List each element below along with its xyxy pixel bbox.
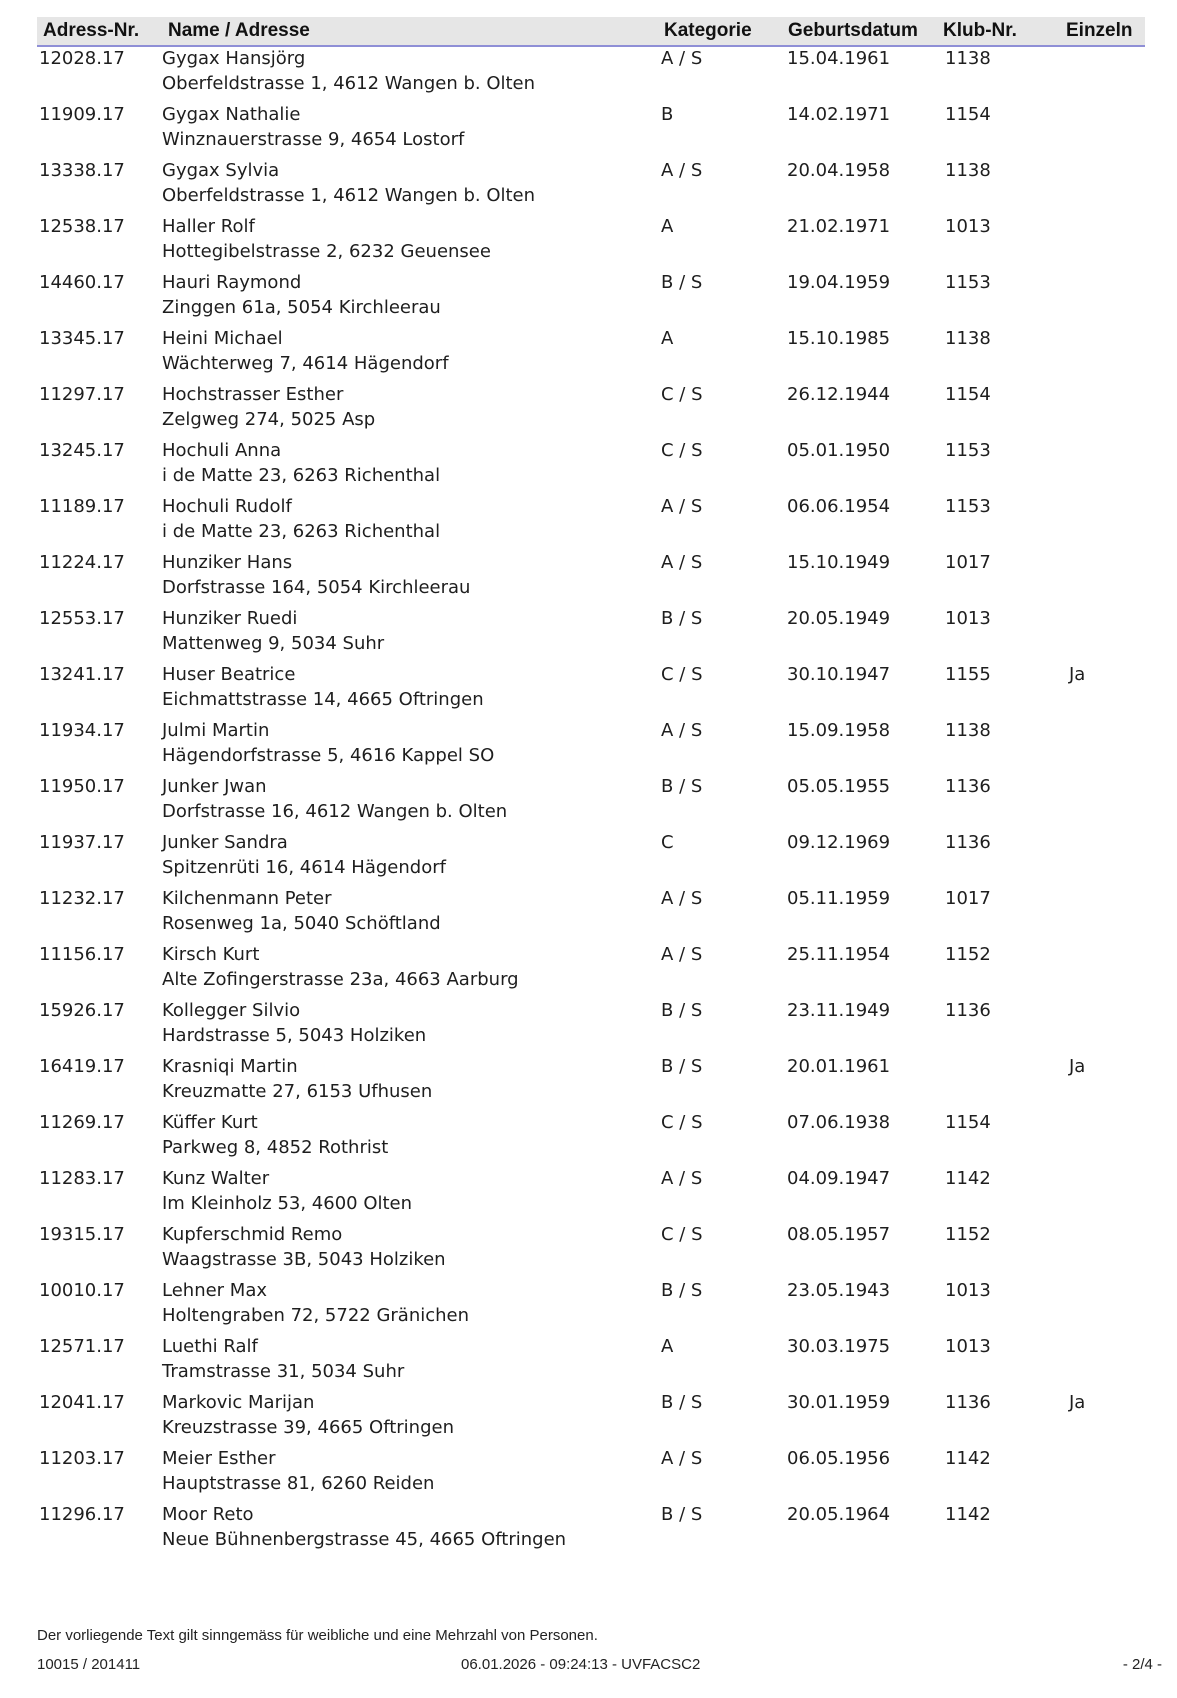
club-number: 1154 xyxy=(945,384,991,405)
table-row xyxy=(0,1224,1177,1280)
category: B / S xyxy=(661,1056,703,1077)
single-flag: Ja xyxy=(1069,1392,1086,1413)
person-address: Zelgweg 274, 5025 Asp xyxy=(162,409,376,430)
birth-date: 19.04.1959 xyxy=(787,272,891,293)
person-address: Hottegibelstrasse 2, 6232 Geuensee xyxy=(162,241,491,262)
person-address: Eichmattstrasse 14, 4665 Oftringen xyxy=(162,689,484,710)
category: C / S xyxy=(661,664,703,685)
category: C xyxy=(661,832,674,853)
category: A xyxy=(661,216,674,237)
person-name: Moor Reto xyxy=(162,1504,254,1525)
birth-date: 23.05.1943 xyxy=(787,1280,891,1301)
category: B / S xyxy=(661,1392,703,1413)
club-number: 1153 xyxy=(945,440,991,461)
category: B / S xyxy=(661,1000,703,1021)
category: A / S xyxy=(661,552,703,573)
person-address: Oberfeldstrasse 1, 4612 Wangen b. Olten xyxy=(162,73,536,94)
birth-date: 06.06.1954 xyxy=(787,496,891,517)
birth-date: 20.05.1949 xyxy=(787,608,891,629)
table-row xyxy=(0,440,1177,496)
address-number: 11283.17 xyxy=(39,1168,125,1189)
category: C / S xyxy=(661,1112,703,1133)
address-number: 12571.17 xyxy=(39,1336,125,1357)
category: A / S xyxy=(661,944,703,965)
address-number: 11269.17 xyxy=(39,1112,125,1133)
person-name: Gygax Nathalie xyxy=(162,104,301,125)
birth-date: 20.05.1964 xyxy=(787,1504,891,1525)
club-number: 1153 xyxy=(945,496,991,517)
table-row xyxy=(0,608,1177,664)
category: C / S xyxy=(661,384,703,405)
person-address: Hägendorfstrasse 5, 4616 Kappel SO xyxy=(162,745,495,766)
birth-date: 07.06.1938 xyxy=(787,1112,891,1133)
category: A / S xyxy=(661,1168,703,1189)
person-name: Hochuli Anna xyxy=(162,440,282,461)
address-number: 13345.17 xyxy=(39,328,125,349)
person-address: i de Matte 23, 6263 Richenthal xyxy=(162,521,441,542)
category: A / S xyxy=(661,888,703,909)
person-name: Huser Beatrice xyxy=(162,664,296,685)
person-name: Kollegger Silvio xyxy=(162,1000,301,1021)
table-row xyxy=(0,944,1177,1000)
category: B / S xyxy=(661,272,703,293)
person-address: Alte Zofingerstrasse 23a, 4663 Aarburg xyxy=(162,969,519,990)
table-row xyxy=(0,664,1177,720)
person-address: Zinggen 61a, 5054 Kirchleerau xyxy=(162,297,441,318)
header-adress-nr: Adress-Nr. xyxy=(43,20,140,41)
person-name: Kilchenmann Peter xyxy=(162,888,332,909)
address-number: 11937.17 xyxy=(39,832,125,853)
document-id: 10015 / 201411 xyxy=(37,1656,141,1673)
birth-date: 20.01.1961 xyxy=(787,1056,891,1077)
club-number: 1152 xyxy=(945,944,991,965)
category: B / S xyxy=(661,1280,703,1301)
member-list xyxy=(0,48,1177,1560)
table-row xyxy=(0,1336,1177,1392)
birth-date: 23.11.1949 xyxy=(787,1000,891,1021)
club-number: 1154 xyxy=(945,1112,991,1133)
table-header xyxy=(37,17,1145,47)
club-number: 1013 xyxy=(945,216,991,237)
birth-date: 25.11.1954 xyxy=(787,944,891,965)
header-geburtsdatum: Geburtsdatum xyxy=(788,20,918,41)
address-number: 13245.17 xyxy=(39,440,125,461)
club-number: 1142 xyxy=(945,1168,991,1189)
print-timestamp: 06.01.2026 - 09:24:13 - UVFACSC2 xyxy=(461,1656,701,1673)
birth-date: 05.01.1950 xyxy=(787,440,891,461)
club-number: 1138 xyxy=(945,48,991,69)
table-row xyxy=(0,160,1177,216)
person-name: Hunziker Ruedi xyxy=(162,608,298,629)
address-number: 13241.17 xyxy=(39,664,125,685)
category: C / S xyxy=(661,440,703,461)
person-address: Waagstrasse 3B, 5043 Holziken xyxy=(162,1249,446,1270)
club-number: 1152 xyxy=(945,1224,991,1245)
table-row xyxy=(0,1392,1177,1448)
person-address: Winznauerstrasse 9, 4654 Lostorf xyxy=(162,129,465,150)
header-klub-nr: Klub-Nr. xyxy=(943,20,1017,41)
address-number: 19315.17 xyxy=(39,1224,125,1245)
person-address: Parkweg 8, 4852 Rothrist xyxy=(162,1137,389,1158)
person-name: Haller Rolf xyxy=(162,216,255,237)
page-number: - 2/4 - xyxy=(1122,1656,1162,1673)
person-name: Hochstrasser Esther xyxy=(162,384,344,405)
birth-date: 20.04.1958 xyxy=(787,160,891,181)
person-address: Neue Bühnenbergstrasse 45, 4665 Oftringen xyxy=(162,1529,567,1550)
category: A xyxy=(661,1336,674,1357)
club-number: 1017 xyxy=(945,888,991,909)
club-number: 1155 xyxy=(945,664,991,685)
address-number: 12538.17 xyxy=(39,216,125,237)
address-number: 12553.17 xyxy=(39,608,125,629)
person-address: Oberfeldstrasse 1, 4612 Wangen b. Olten xyxy=(162,185,536,206)
footer-note: Der vorliegende Text gilt sinngemäss für weibliche und eine Mehrzahl von Personen. xyxy=(37,1627,598,1644)
address-number: 11934.17 xyxy=(39,720,125,741)
birth-date: 30.03.1975 xyxy=(787,1336,891,1357)
person-name: Heini Michael xyxy=(162,328,283,349)
table-row xyxy=(0,48,1177,104)
person-address: Holtengraben 72, 5722 Gränichen xyxy=(162,1305,470,1326)
person-name: Meier Esther xyxy=(162,1448,276,1469)
table-row xyxy=(0,832,1177,888)
table-row xyxy=(0,328,1177,384)
address-number: 12041.17 xyxy=(39,1392,125,1413)
birth-date: 04.09.1947 xyxy=(787,1168,891,1189)
category: B / S xyxy=(661,1504,703,1525)
person-address: Kreuzstrasse 39, 4665 Oftringen xyxy=(162,1417,454,1438)
table-row xyxy=(0,384,1177,440)
club-number: 1142 xyxy=(945,1448,991,1469)
birth-date: 15.09.1958 xyxy=(787,720,891,741)
category: A xyxy=(661,328,674,349)
address-number: 11156.17 xyxy=(39,944,125,965)
club-number: 1154 xyxy=(945,104,991,125)
person-address: Dorfstrasse 16, 4612 Wangen b. Olten xyxy=(162,801,508,822)
person-address: Im Kleinholz 53, 4600 Olten xyxy=(162,1193,413,1214)
club-number: 1013 xyxy=(945,1280,991,1301)
person-address: i de Matte 23, 6263 Richenthal xyxy=(162,465,441,486)
person-name: Junker Sandra xyxy=(162,832,288,853)
birth-date: 14.02.1971 xyxy=(787,104,891,125)
address-number: 10010.17 xyxy=(39,1280,125,1301)
table-row xyxy=(0,720,1177,776)
person-name: Julmi Martin xyxy=(162,720,270,741)
birth-date: 15.10.1985 xyxy=(787,328,891,349)
person-name: Gygax Hansjörg xyxy=(162,48,306,69)
birth-date: 06.05.1956 xyxy=(787,1448,891,1469)
table-row xyxy=(0,776,1177,832)
club-number: 1013 xyxy=(945,1336,991,1357)
person-address: Mattenweg 9, 5034 Suhr xyxy=(162,633,385,654)
birth-date: 26.12.1944 xyxy=(787,384,891,405)
category: A / S xyxy=(661,160,703,181)
table-row xyxy=(0,1504,1177,1560)
birth-date: 09.12.1969 xyxy=(787,832,891,853)
club-number: 1013 xyxy=(945,608,991,629)
category: B xyxy=(661,104,674,125)
person-name: Hunziker Hans xyxy=(162,552,293,573)
table-row xyxy=(0,496,1177,552)
club-number: 1136 xyxy=(945,1392,991,1413)
birth-date: 30.10.1947 xyxy=(787,664,891,685)
birth-date: 08.05.1957 xyxy=(787,1224,891,1245)
club-number: 1136 xyxy=(945,1000,991,1021)
header-name-adresse: Name / Adresse xyxy=(168,20,310,41)
person-address: Kreuzmatte 27, 6153 Ufhusen xyxy=(162,1081,433,1102)
address-number: 11297.17 xyxy=(39,384,125,405)
club-number: 1017 xyxy=(945,552,991,573)
address-number: 11296.17 xyxy=(39,1504,125,1525)
table-row xyxy=(0,104,1177,160)
category: A / S xyxy=(661,720,703,741)
table-row xyxy=(0,888,1177,944)
address-number: 14460.17 xyxy=(39,272,125,293)
category: C / S xyxy=(661,1224,703,1245)
address-number: 11189.17 xyxy=(39,496,125,517)
club-number: 1142 xyxy=(945,1504,991,1525)
person-name: Hauri Raymond xyxy=(162,272,302,293)
club-number: 1138 xyxy=(945,328,991,349)
birth-date: 05.05.1955 xyxy=(787,776,891,797)
person-name: Kunz Walter xyxy=(162,1168,270,1189)
table-row xyxy=(0,1112,1177,1168)
table-row xyxy=(0,552,1177,608)
club-number: 1136 xyxy=(945,832,991,853)
address-number: 12028.17 xyxy=(39,48,125,69)
person-address: Hauptstrasse 81, 6260 Reiden xyxy=(162,1473,435,1494)
birth-date: 15.04.1961 xyxy=(787,48,891,69)
person-name: Krasniqi Martin xyxy=(162,1056,298,1077)
person-name: Gygax Sylvia xyxy=(162,160,280,181)
person-name: Kupferschmid Remo xyxy=(162,1224,343,1245)
birth-date: 30.01.1959 xyxy=(787,1392,891,1413)
person-address: Rosenweg 1a, 5040 Schöftland xyxy=(162,913,441,934)
table-row xyxy=(0,1056,1177,1112)
single-flag: Ja xyxy=(1069,1056,1086,1077)
person-name: Lehner Max xyxy=(162,1280,268,1301)
club-number: 1136 xyxy=(945,776,991,797)
club-number: 1153 xyxy=(945,272,991,293)
birth-date: 05.11.1959 xyxy=(787,888,891,909)
table-row xyxy=(0,272,1177,328)
person-address: Hardstrasse 5, 5043 Holziken xyxy=(162,1025,427,1046)
category: A / S xyxy=(661,496,703,517)
person-address: Dorfstrasse 164, 5054 Kirchleerau xyxy=(162,577,471,598)
club-number: 1138 xyxy=(945,720,991,741)
address-number: 13338.17 xyxy=(39,160,125,181)
table-row xyxy=(0,1168,1177,1224)
table-row xyxy=(0,1448,1177,1504)
person-name: Luethi Ralf xyxy=(162,1336,258,1357)
person-name: Junker Jwan xyxy=(162,776,267,797)
address-number: 11950.17 xyxy=(39,776,125,797)
category: B / S xyxy=(661,608,703,629)
person-address: Wächterweg 7, 4614 Hägendorf xyxy=(162,353,449,374)
address-number: 11224.17 xyxy=(39,552,125,573)
person-address: Tramstrasse 31, 5034 Suhr xyxy=(162,1361,405,1382)
person-name: Kirsch Kurt xyxy=(162,944,260,965)
club-number: 1138 xyxy=(945,160,991,181)
person-name: Markovic Marijan xyxy=(162,1392,315,1413)
address-number: 11909.17 xyxy=(39,104,125,125)
single-flag: Ja xyxy=(1069,664,1086,685)
birth-date: 21.02.1971 xyxy=(787,216,891,237)
category: A / S xyxy=(661,1448,703,1469)
address-number: 11232.17 xyxy=(39,888,125,909)
person-name: Hochuli Rudolf xyxy=(162,496,292,517)
birth-date: 15.10.1949 xyxy=(787,552,891,573)
address-number: 16419.17 xyxy=(39,1056,125,1077)
category: A / S xyxy=(661,48,703,69)
header-einzeln: Einzeln xyxy=(1066,20,1133,41)
person-address: Spitzenrüti 16, 4614 Hägendorf xyxy=(162,857,446,878)
person-name: Küffer Kurt xyxy=(162,1112,258,1133)
address-number: 15926.17 xyxy=(39,1000,125,1021)
table-row xyxy=(0,216,1177,272)
table-row xyxy=(0,1280,1177,1336)
address-number: 11203.17 xyxy=(39,1448,125,1469)
header-kategorie: Kategorie xyxy=(664,20,752,41)
category: B / S xyxy=(661,776,703,797)
table-row xyxy=(0,1000,1177,1056)
